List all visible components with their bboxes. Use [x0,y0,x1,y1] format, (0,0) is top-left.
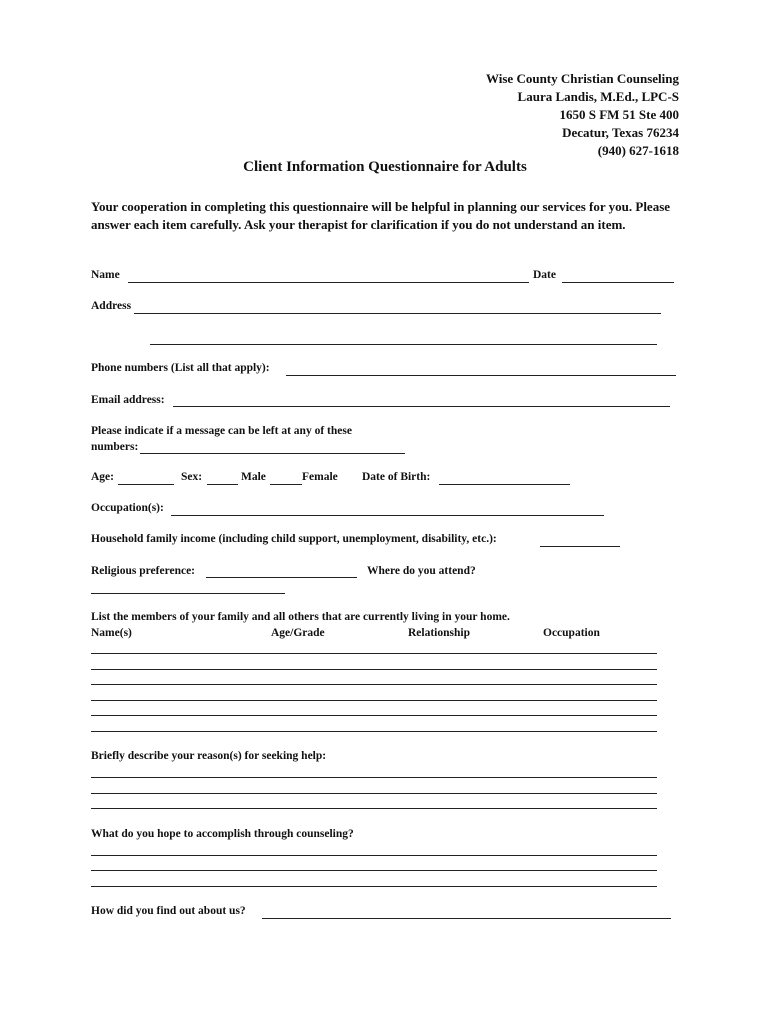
religious-label: Religious preference: [91,565,196,577]
sex-female-blank[interactable] [270,484,302,485]
household-prompt: List the members of your family and all others that are currently living in your home. [91,611,510,623]
address-label: Address [91,300,132,312]
col-header-relationship: Relationship [408,627,470,639]
reasons-line[interactable] [91,808,657,809]
therapist-name: Laura Landis, M.Ed., LPC-S [517,89,679,104]
household-row-line[interactable] [91,684,657,685]
message-numbers-field[interactable] [140,453,405,454]
email-label: Email address: [91,394,165,406]
male-label: Male [241,471,266,483]
name-field[interactable] [128,282,529,283]
reasons-label: Briefly describe your reason(s) for seeking help: [91,750,327,762]
org-name: Wise County Christian Counseling [486,71,679,86]
attend-field[interactable] [91,593,285,594]
occupation-field[interactable] [171,515,604,516]
attend-label: Where do you attend? [367,565,476,577]
email-field[interactable] [173,406,670,407]
intro-paragraph: Your cooperation in completing this questionnaire will be helpful in planning our services for you. Please answer each item carefully. Ask your therapist for clarification if you do not understand an item. [91,199,671,232]
religious-field[interactable] [206,577,357,578]
household-row-line[interactable] [91,653,657,654]
col-header-names: Name(s) [91,627,132,639]
household-row-line[interactable] [91,715,657,716]
date-field[interactable] [562,282,674,283]
name-label: Name [91,269,120,281]
household-row-line[interactable] [91,669,657,670]
reasons-line[interactable] [91,793,657,794]
female-label: Female [302,471,338,483]
col-header-occupation: Occupation [543,627,600,639]
address-field-line2[interactable] [150,344,657,345]
address-field-line1[interactable] [134,313,661,314]
message-label-line2: numbers: [91,441,139,453]
street-address: 1650 S FM 51 Ste 400 [559,107,679,122]
date-label: Date [533,269,556,281]
hope-label: What do you hope to accomplish through counseling? [91,828,354,840]
household-row-line[interactable] [91,731,657,732]
income-field[interactable] [540,546,620,547]
found-field[interactable] [262,918,671,919]
dob-field[interactable] [439,484,570,485]
phone-numbers-field[interactable] [286,375,676,376]
age-label: Age: [91,471,114,483]
dob-label: Date of Birth: [362,471,431,483]
message-label-line1: Please indicate if a message can be left at any of these [91,425,352,437]
income-label: Household family income (including child support, unemployment, disability, etc.): [91,533,497,545]
phone-numbers-label: Phone numbers (List all that apply): [91,362,270,374]
col-header-age-grade: Age/Grade [271,627,325,639]
sex-male-blank[interactable] [207,484,238,485]
hope-line[interactable] [91,870,657,871]
reasons-line[interactable] [91,777,657,778]
age-field[interactable] [118,484,174,485]
hope-line[interactable] [91,886,657,887]
city-state-zip: Decatur, Texas 76234 [562,125,679,140]
page-title: Client Information Questionnaire for Adults [243,159,527,175]
household-row-line[interactable] [91,700,657,701]
hope-line[interactable] [91,855,657,856]
sex-label: Sex: [181,471,203,483]
office-phone: (940) 627-1618 [597,143,679,158]
found-label: How did you find out about us? [91,905,246,917]
occupation-label: Occupation(s): [91,502,164,514]
